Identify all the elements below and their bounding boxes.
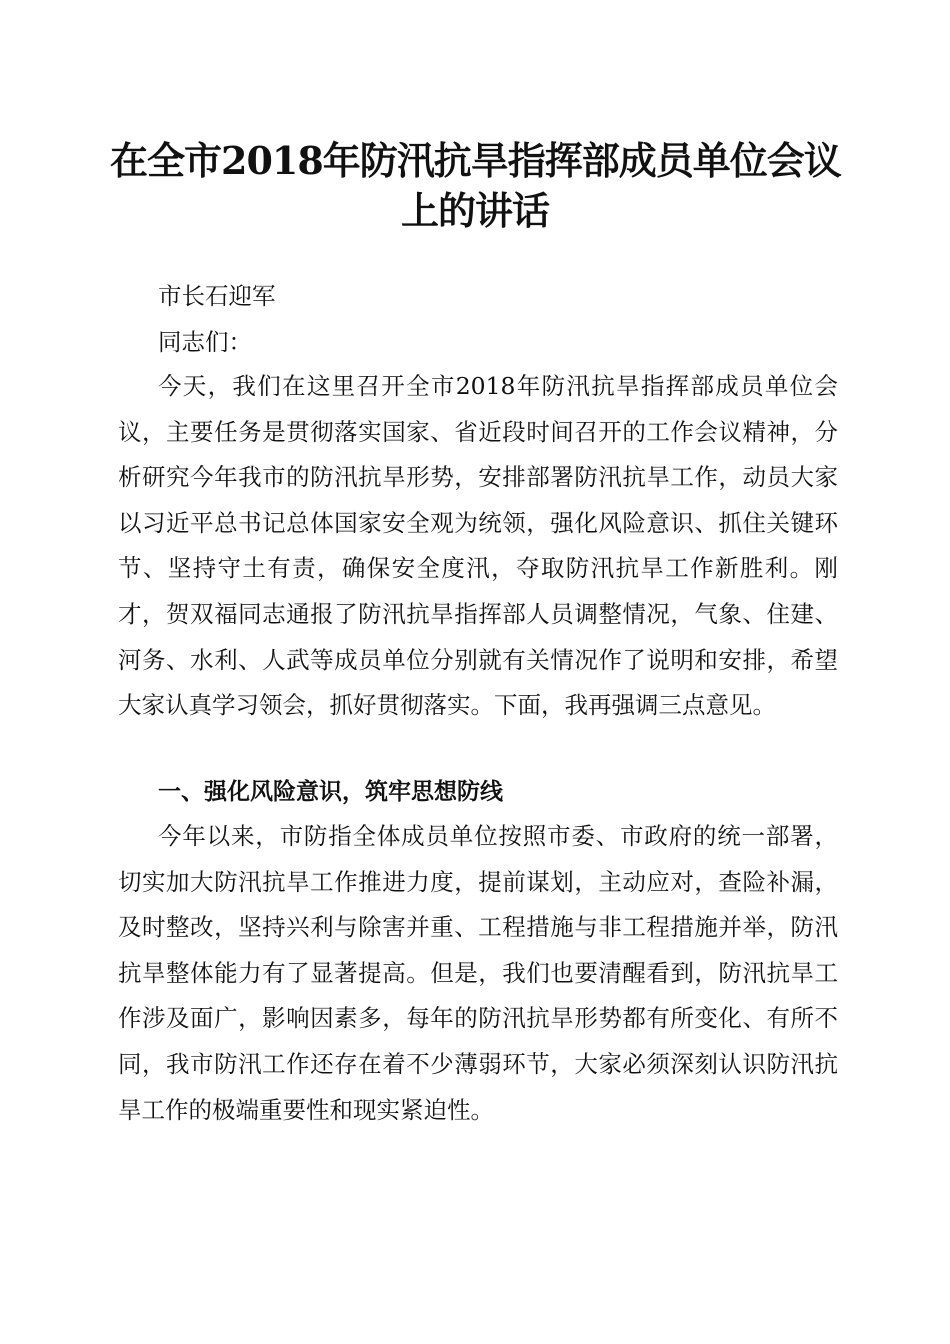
paragraph-section-1: 今年以来，市防指全体成员单位按照市委、市政府的统一部署，切实加大防汛抗旱工作推进力度，提前谋划，主动应对，查险补漏，及时整改，坚持兴利与除害并重、工程措施与非工程措施并举，防汛抗旱整体能力有了显著提高。但是，我们也要清醒看到，防汛抗旱工作涉及面广，影响因素多，每年的防汛抗旱形势都有所变化、有所不同，我市防汛工作还存在着不少薄弱环节，大家必须深刻认识防汛抗旱工作的极端重要性和现实紧迫性。 [118,822,838,1124]
paragraph-intro: 今天，我们在这里召开全市2018年防汛抗旱指挥部成员单位会议，主要任务是贯彻落实国家、省近段时间召开的工作会议精神，分析研究今年我市的防汛抗旱形势，安排部署防汛抗旱工作，动员大家以习近平总书记总体国家安全观为统领，强化风险意识、抓住关键环节、坚持守土有责，确保安全度汛，夺取防汛抗旱工作新胜利。刚才，贺双福同志通报了防汛抗旱指挥部人员调整情况，气象、住建、河务、水利、人武等成员单位分别就有关情况作了说明和安排，希望大家认真学习领会，抓好贯彻落实。下面，我再强调三点意见。 [118,372,838,720]
salutation: 同志们： [158,328,252,356]
title-line-1: 在全市2018年防汛抗旱指挥部成员单位会议 [110,138,841,183]
speaker-line: 市长石迎军 [158,282,276,310]
title-line-2: 上的讲话 [400,188,549,233]
document-title [110,136,840,236]
section-heading-1: 一、强化风险意识，筑牢思想防线 [158,779,503,805]
